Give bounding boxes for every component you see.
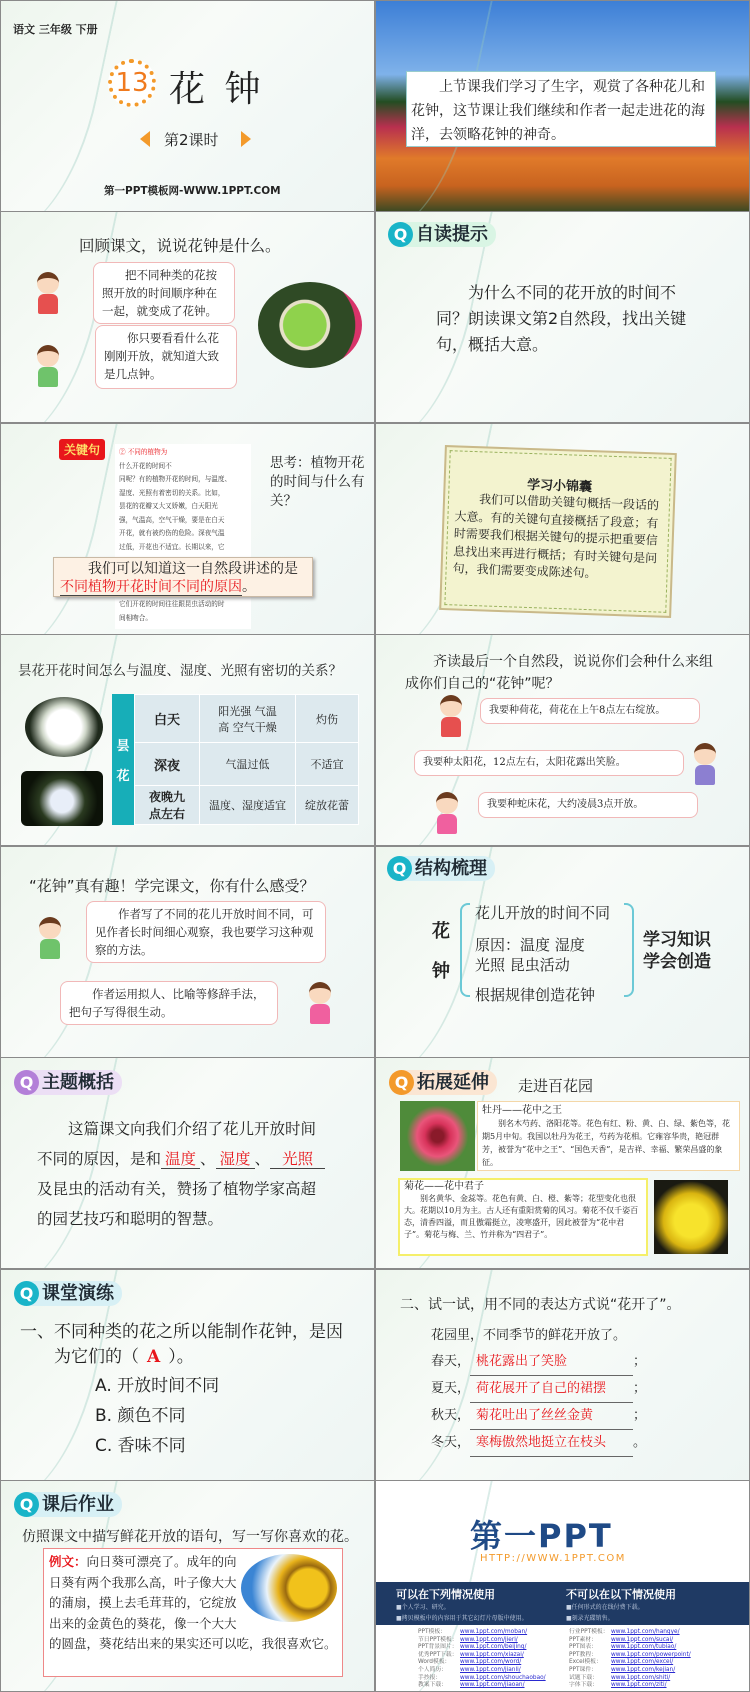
cannot-use-title: 不可以在以下情况使用: [566, 1588, 676, 1601]
q-icon: Q: [14, 1070, 39, 1095]
section-badge: [387, 856, 495, 881]
link-label: 手抄报：: [418, 1674, 442, 1681]
badge-label: 拓展延伸: [417, 1072, 489, 1093]
think-question: 思考：植物开花的时间与什么有关？: [270, 455, 365, 509]
table-row: [135, 695, 359, 743]
link-label: PPT教程：: [569, 1651, 597, 1658]
theme-paragraph: [37, 1114, 352, 1234]
option-b[interactable]: B. 颜色不同: [95, 1406, 186, 1426]
slide-feelings[interactable]: [1, 847, 374, 1057]
expressions-title: 二、试一试，用不同的表达方式说“花开了”。: [400, 1297, 681, 1313]
tips-card: [439, 445, 677, 618]
structure-line: 根据规律创造花钟: [475, 986, 596, 1004]
page-title: 花 钟: [169, 69, 265, 110]
structure-char-1: 花: [432, 921, 450, 942]
chrysanthemum-title: 菊花——花中君子: [404, 1181, 484, 1192]
punct: ；: [633, 1408, 647, 1423]
structure-char-2: 钟: [432, 961, 450, 982]
link-label: PPT课件：: [569, 1666, 597, 1673]
cannot-use-item: ■任何形式的在线付费下载。: [566, 1604, 644, 1611]
example-label: 例文：: [49, 1554, 87, 1569]
link-url[interactable]: www.1ppt.com/ziti/: [611, 1682, 667, 1689]
link-row: [569, 1629, 691, 1637]
season-label: 夏天，: [431, 1381, 471, 1396]
link-label: 字体下载：: [569, 1682, 598, 1689]
expressions-lead: 花园里，不同季节的鲜花开放了。: [431, 1328, 627, 1343]
boy-avatar: [33, 345, 63, 389]
speech-bubble-2: 你只要看看什么花刚刚开放，就知道大致是几点钟。: [95, 325, 237, 389]
structure-line: 光照 昆虫活动: [475, 956, 570, 974]
brand-logo: 第一PPT: [470, 1517, 613, 1555]
section-badge: [388, 222, 496, 247]
link-label: PPT图表：: [569, 1644, 597, 1651]
structure-summary: [643, 929, 711, 973]
epiphyllum-day-image: [25, 697, 103, 757]
season-answer: 菊花吐出了丝丝金黄: [470, 1403, 633, 1430]
link-label: 行业PPT模板：: [569, 1629, 609, 1635]
link-row: [418, 1629, 546, 1637]
excerpt-line: 间相吻合。: [119, 613, 152, 622]
link-row: [418, 1659, 546, 1667]
left-brace-icon: [460, 903, 470, 997]
peony-text: 别名木芍药、洛阳花等。花色有红、粉、黄、白、绿、紫色等，花期5月中旬。我国以牡丹为花王，芍药为花相。它雍容华贵，艳冠群芳，被誉为“花中之王”、“国色天香”，是吉祥、幸福、繁荣昌盛的象征。: [482, 1119, 730, 1167]
list-item: [431, 1403, 646, 1430]
q-icon: Q: [14, 1281, 39, 1306]
season-label: 冬天，: [431, 1435, 471, 1450]
badge-label: 课后作业: [42, 1494, 114, 1515]
speech-bubble-2: 作者运用拟人、比喻等修辞手法，把句子写得很生动。: [60, 981, 278, 1025]
lesson-number-badge: 13: [108, 59, 156, 107]
link-url[interactable]: www.1ppt.com/tubiao/: [611, 1644, 677, 1651]
slide-own-clock[interactable]: [376, 635, 749, 845]
example-text: 向日葵可漂亮了。成年的向日葵有两个我那么高，叶子像大大的蒲扇，摸上去毛茸茸的，它绽放出来的金黄色的葵花，像一个大大的圆盘，葵花结出来的果实还可以吃，我很喜欢它。: [49, 1554, 337, 1651]
lesson-period: 第2课时: [164, 131, 219, 149]
time-cell: 深夜: [135, 743, 200, 786]
link-label: PPT素材：: [569, 1636, 597, 1643]
summary-answer: 不同植物开花时间不同的原因: [60, 579, 242, 595]
q-icon: Q: [387, 856, 412, 881]
punct: ；: [633, 1381, 647, 1396]
excerpt-line: 昙花的花瓣又大又娇嫩，白天阳光: [119, 502, 218, 510]
link-url[interactable]: www.1ppt.com/sucai/: [611, 1636, 674, 1643]
separator: 、: [200, 1150, 216, 1168]
summary-end: 。: [242, 579, 256, 595]
badge-label: 课堂演练: [42, 1283, 114, 1304]
summary-box: [53, 557, 313, 597]
slide-homework[interactable]: [1, 1481, 374, 1691]
girl-avatar: [432, 792, 462, 836]
time-cell: 夜晚九点左右: [135, 786, 200, 825]
summary-text: 我们可以知道这一自然段讲述的是: [88, 561, 298, 577]
punct: ；: [633, 1354, 647, 1369]
link-row: [569, 1644, 691, 1652]
excerpt-line: 过低，开花也不适宜。长期以来，它: [119, 542, 225, 551]
link-url[interactable]: www.1ppt.com/shouchaobao/: [460, 1674, 546, 1681]
sunflower-image: [241, 1554, 337, 1622]
link-label: Word模板：: [418, 1659, 451, 1666]
season-list: [431, 1349, 646, 1457]
textbook-excerpt: [115, 444, 251, 629]
links-left: [418, 1629, 546, 1690]
list-item: [431, 1349, 646, 1376]
slide-tips[interactable]: [376, 424, 749, 634]
tips-text: 我们可以借助关键句概括一段话的大意。有的关键句直接概括了段意；有时需要我们根据关键句的提示把重要信息找出来再进行概括；有时关键句是问句，我们需要变成陈述句。: [452, 492, 660, 581]
can-use-item: ■拷贝模板中的内容用于其它幻灯片母版中使用。: [396, 1615, 528, 1622]
link-label: 节日PPT模板：: [418, 1636, 458, 1643]
structure-summary-line: 学习知识: [643, 930, 711, 950]
season-answer: 寒梅傲然地挺立在枝头: [470, 1430, 633, 1457]
peony-card: [477, 1101, 740, 1171]
slide-credits[interactable]: [376, 1481, 749, 1691]
flower-clock-image: [258, 282, 362, 368]
slide-theme[interactable]: [1, 1058, 374, 1268]
own-clock-question: 齐读最后一个自然段，说说你们会种什么来组成你们自己的“花钟”呢？: [405, 654, 713, 692]
reading-prompt: 为什么不同的花开放的时间不同？朗读课文第2自然段，找出关键句，概括大意。: [436, 283, 687, 354]
theme-line: 的园艺技巧和聪明的智慧。: [37, 1210, 224, 1228]
theme-line: 及昆虫的活动有关，赞扬了植物学家高超: [37, 1180, 317, 1198]
link-url[interactable]: www.1ppt.com/jiaoan/: [460, 1682, 525, 1689]
link-row: [418, 1682, 546, 1690]
links-right: [569, 1629, 691, 1690]
next-arrow-icon[interactable]: [241, 131, 253, 147]
link-url[interactable]: www.1ppt.com/jianli/: [460, 1666, 521, 1673]
theme-answer-3: 光照: [270, 1150, 325, 1169]
speech-bubble-1: 把不同种类的花按照开放的时间顺序种在一起，就变成了花钟。: [93, 262, 235, 324]
chrysanthemum-text: 别名黄华、金蕊等。花色有黄、白、橙、紫等；花型变化也很大。花期以10月为主。古人还有重阳赏菊的风习。菊花不仅千姿百态，清香四溢，而且傲霜挺立，凌寒盛开，因此被誉为“花中君子”。菊花与梅、兰、竹并称为“四君子”。: [404, 1194, 639, 1239]
list-item: [431, 1430, 646, 1457]
slide-extension[interactable]: [376, 1058, 749, 1268]
condition-cell: 阳光强 气温高 空气干燥: [200, 695, 296, 743]
season-answer: 桃花露出了笑脸: [470, 1349, 633, 1376]
link-label: 优秀PPT下载：: [418, 1651, 458, 1658]
list-item: [431, 1376, 646, 1403]
separator: 、: [254, 1150, 271, 1168]
link-row: [418, 1667, 546, 1675]
epiphyllum-night-image: [21, 771, 103, 826]
table-row: [135, 786, 359, 825]
review-question: 回顾课文，说说花钟是什么。: [79, 237, 281, 255]
time-cell: 白天: [135, 695, 200, 743]
slide-self-reading[interactable]: [376, 212, 749, 422]
link-url[interactable]: www.1ppt.com/jieri/: [460, 1636, 518, 1643]
exercise-question-cont: [54, 1342, 194, 1367]
intro-text: 上节课我们学习了生字，观赏了各种花儿和花钟，这节课让我们继续和作者一起走进花的海洋，去领略花钟的神奇。: [406, 71, 716, 147]
flower-name: 昙花: [116, 739, 130, 784]
theme-line: 这篇课文向我们介绍了花儿开放时间: [68, 1120, 317, 1138]
excerpt-line: 同呢？有的植物开花的时间，与温度、: [119, 475, 232, 483]
result-cell: 不适宜: [296, 743, 359, 786]
structure-summary-line: 学会创造: [643, 952, 711, 972]
structure-lines: [475, 903, 610, 1005]
link-label: 教案下载：: [418, 1682, 447, 1689]
excerpt-line: 强，气温高，空气干燥，要是在白天: [119, 515, 225, 524]
section-badge: [14, 1492, 122, 1517]
link-url[interactable]: www.1ppt.com/excel/: [611, 1659, 674, 1666]
speech-bubble-1: 我要种荷花，荷花在上午8点左右绽放。: [480, 698, 700, 724]
feelings-question: “花钟”真有趣！学完课文，你有什么感受？: [29, 877, 315, 895]
season-label: 春天，: [431, 1354, 471, 1369]
excerpt-line: 湿度、光照有着密切的关系。比如，: [119, 488, 225, 497]
structure-line: 原因：温度 湿度: [475, 936, 585, 954]
link-label: Excel模板：: [569, 1659, 602, 1666]
structure-line: 花儿开放的时间不同: [475, 904, 611, 922]
exercise-answer: A: [147, 1347, 161, 1367]
subject-label: 语文 三年级 下册: [13, 23, 98, 36]
brand-url[interactable]: HTTP://WWW.1PPT.COM: [480, 1553, 626, 1564]
peony-image: [400, 1101, 475, 1171]
slide-key-sentence[interactable]: [1, 424, 374, 634]
excerpt-line: 什么开花的时间不: [119, 461, 172, 470]
link-url[interactable]: www.1ppt.com/shiti/: [611, 1674, 671, 1681]
girl-avatar: [305, 982, 335, 1026]
boy-avatar: [690, 743, 720, 787]
result-cell: 灼伤: [296, 695, 359, 743]
chrysanthemum-card: [398, 1178, 648, 1256]
q-icon: Q: [388, 222, 413, 247]
cannot-use-item: ■刻录光碟销售。: [566, 1615, 614, 1622]
right-brace-icon: [624, 903, 634, 997]
punct: 。: [633, 1435, 647, 1450]
badge-label: 结构梳理: [415, 858, 487, 879]
girl-avatar: [436, 695, 466, 739]
slide-exercise[interactable]: [1, 1270, 374, 1480]
link-row: [569, 1682, 691, 1690]
homework-task: 仿照课文中描写鲜花开放的语句，写一写你喜欢的花。: [22, 1529, 358, 1545]
epiphyllum-question: 昙花开花时间怎么与温度、湿度、光照有密切的关系？: [18, 663, 342, 679]
chrysanthemum-image: [654, 1180, 728, 1254]
extension-subtitle: 走进百花园: [518, 1077, 594, 1095]
slide-expressions[interactable]: [376, 1270, 749, 1480]
usage-band: [376, 1582, 749, 1625]
q-icon: Q: [389, 1070, 414, 1095]
footer-site: 第一PPT模板网-WWW.1PPT.COM: [104, 185, 281, 197]
tips-title: 学习小锦囊: [526, 477, 593, 496]
link-label: 试题下载：: [569, 1674, 598, 1681]
slide-title[interactable]: [1, 1, 374, 211]
girl-avatar: [33, 272, 63, 316]
key-sentence-label: 关键句: [59, 439, 105, 460]
exercise-question: 一、不同种类的花之所以能制作花钟，是因: [20, 1322, 343, 1342]
section-badge: [14, 1070, 122, 1095]
section-badge: [389, 1070, 497, 1095]
speech-bubble-3: 我要种蛇床花，大约凌晨3点开放。: [478, 792, 698, 818]
question-text: 为它们的（: [54, 1347, 139, 1367]
example-box: [43, 1548, 343, 1677]
link-row: [569, 1667, 691, 1675]
link-url[interactable]: www.1ppt.com/powerpoint/: [611, 1651, 691, 1658]
slide-structure[interactable]: [376, 847, 749, 1057]
season-label: 秋天，: [431, 1408, 471, 1423]
excerpt-line: 开花，就有被灼伤的危险。深夜气温: [119, 529, 225, 537]
option-a[interactable]: A. 开放时间不同: [95, 1376, 220, 1396]
option-c[interactable]: C. 香味不同: [95, 1436, 186, 1456]
flower-name-cell: [112, 694, 134, 825]
table-row: [135, 743, 359, 786]
result-cell: 绽放花蕾: [296, 786, 359, 825]
excerpt-line: 它们开花的时间往往跟昆虫活动的时: [119, 600, 225, 608]
badge-label: 主题概括: [42, 1072, 114, 1093]
prev-arrow-icon[interactable]: [138, 131, 150, 147]
slide-epiphyllum[interactable]: [1, 635, 374, 845]
link-row: [418, 1644, 546, 1652]
theme-answer-1: 温度: [161, 1150, 200, 1169]
question-text: ）。: [168, 1347, 194, 1367]
link-url[interactable]: www.1ppt.com/kejian/: [611, 1666, 676, 1673]
link-url[interactable]: www.1ppt.com/moban/: [460, 1629, 528, 1635]
peony-title: 牡丹——花中之王: [482, 1105, 562, 1116]
link-url[interactable]: www.1ppt.com/xiazai/: [460, 1651, 524, 1658]
link-label: PPT模板：: [418, 1629, 446, 1635]
theme-answer-2: 湿度: [216, 1150, 255, 1169]
link-label: 个人简历：: [418, 1666, 447, 1673]
speech-bubble-1: 作者写了不同的花儿开放时间不同，可见作者长时间细心观察，我也要学习这种观察的方法。: [86, 901, 326, 963]
slide-review[interactable]: [1, 212, 374, 422]
can-use-item: ■个人学习、研究。: [396, 1604, 450, 1611]
excerpt-line: ② 不同的植物为: [119, 448, 168, 456]
section-badge: [14, 1281, 122, 1306]
condition-cell: 温度、湿度适宜: [200, 786, 296, 825]
theme-line: 不同的原因，是和: [37, 1150, 162, 1168]
link-label: PPT背景图片：: [418, 1644, 458, 1651]
link-url[interactable]: www.1ppt.com/hangye/: [611, 1629, 680, 1635]
epiphyllum-table: [134, 694, 359, 825]
boy-avatar: [35, 917, 65, 961]
link-url[interactable]: www.1ppt.com/beijing/: [460, 1644, 527, 1651]
badge-label: 自读提示: [416, 224, 488, 245]
link-url[interactable]: www.1ppt.com/word/: [460, 1659, 522, 1666]
can-use-title: 可以在下列情况使用: [396, 1588, 495, 1601]
q-icon: Q: [14, 1492, 39, 1517]
speech-bubble-2: 我要种太阳花，12点左右，太阳花露出笑脸。: [414, 750, 684, 776]
season-answer: 荷花展开了自己的裙摆: [470, 1376, 633, 1403]
condition-cell: 气温过低: [200, 743, 296, 786]
link-row: [569, 1659, 691, 1667]
slide-intro[interactable]: [376, 1, 749, 211]
